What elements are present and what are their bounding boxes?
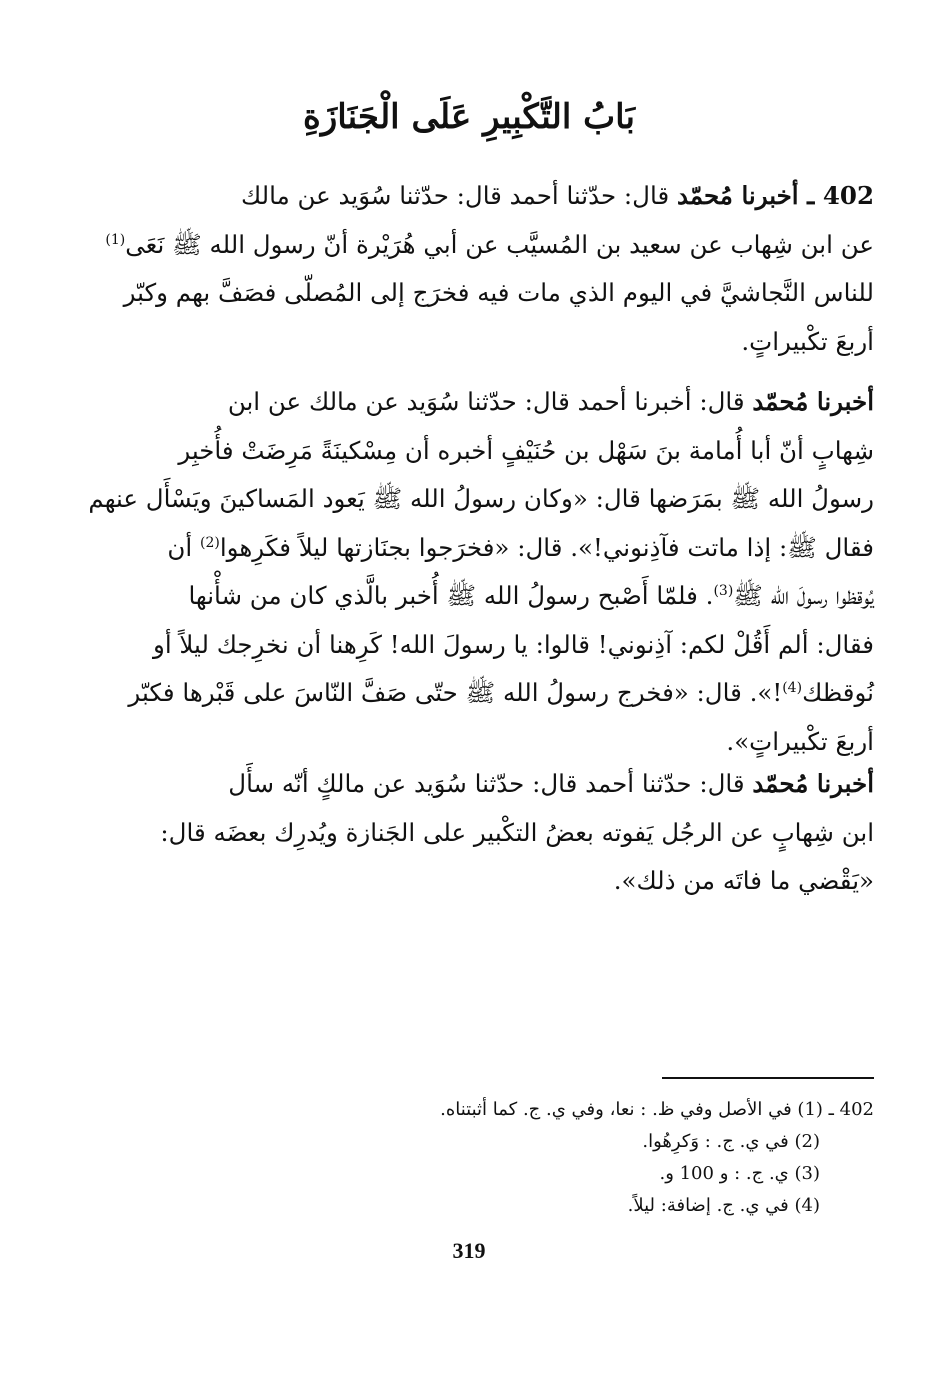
text-line [128,669,874,718]
footnote-3: (3) ي. ج. : و 100 و. [659,1163,820,1184]
text-fragment: عن ابن شِهاب عن سعيد بن المُسيَّب عن أبي هُرَيْرة أنّ رسول الله ﷺ نَعَى [125,229,874,259]
text-line: «يَقْضي ما فاتَه من ذلك». [613,866,874,895]
page-number: 319 [452,1238,486,1263]
chapter-title: بَابُ التَّكْبِيرِ عَلَى الْجَنَازَةِ [303,97,635,137]
paragraph-3 [148,760,874,906]
text-line: فقال: ألم أَقُلْ لكم: آذِنوني! قالوا: يا رسولَ الله! كَرِهنا أن نخرِجك ليلاً أو [153,629,874,659]
paragraph-lead: أخبرنا مُحمّد [752,387,874,416]
text-fragment: فقال ﷺ: إذا ماتت فآذِنوني!». قال: «فخرَجوا بجنَازتها ليلاً فكَرِهوا [219,532,874,562]
text-line: ابن شِهابٍ عن الرجُل يَفوته بعضُ التكْبير على الجَنازة ويُدرِك بعضَه قال: [160,817,874,847]
text-fragment: قال: أخبرنا أحمد قال: حدّثنا سُوَيد عن مالك عن ابن [227,387,753,416]
text-fragment: أن [167,532,201,562]
footnote-divider [662,1077,874,1079]
footnote-marker-4: (4) [782,679,803,696]
footnote-1: 402 ـ (1) في الأصل وفي ظ. : نعا، وفي ي. ج. كما أثبتناه. [440,1099,874,1120]
paragraph-lead: 402 ـ أخبرنا مُحمّد [676,181,874,210]
footnote-4: (4) في ي. ج. إضافة: ليلاً. [627,1195,820,1216]
paragraph-lead: أخبرنا مُحمّد [752,769,874,798]
text-fragment: يُوقظوا رسولَ الله ﷺ [733,581,874,610]
text-fragment: نُوقظك [802,678,874,707]
footnotes [300,1094,874,1222]
paragraph-1 [105,172,874,366]
text-line [148,524,874,573]
text-line [148,378,874,427]
text-line [148,760,874,809]
footnote-marker-2: (2) [200,534,220,551]
text-line [105,221,874,270]
footnote-marker-1: (1) [105,231,126,248]
paragraph-2 [88,378,874,766]
text-line [148,572,874,621]
text-line: للناس النَّجاشيَّ في اليوم الذي مات فيه فخرَج إلى المُصلّى فصَفَّ بهم وكبّر [123,278,874,307]
text-line: أربعَ تكْبيراتٍ». [726,726,874,756]
footnote-2: (2) في ي. ج. : وَكرِهُوا. [642,1131,820,1152]
text-fragment: قال: حدّثنا أحمد قال: حدّثنا سُوَيد عن مالكٍ أنّه سأَل [228,769,753,798]
text-fragment: قال: حدّثنا أحمد قال: حدّثنا سُوَيد عن مالك [241,181,677,210]
text-line: رسولُ الله ﷺ بمَرَضها قال: «وكان رسولُ الله ﷺ يَعود المَساكينَ ويَسْأَل عنهم [88,484,874,513]
text-line: شِهابٍ أنّ أبا أُمامة بنَ سَهْل بن حُنَيْفٍ أخبره أن مِسْكينَةً مَرِضَتْ فأُخبِر [178,435,874,465]
footnote-marker-3: (3) [713,582,734,599]
text-line: أربعَ تكْبيراتٍ. [741,326,874,356]
text-fragment: . فلمّا أَصْبح رسولُ الله ﷺ أُخبر بالَّذي كان من شأْنها [188,581,714,610]
text-fragment: !». قال: «فخرج رسولُ الله ﷺ حتّى صَفَّ النّاسَ على قَبْرها فكبّر [128,678,783,707]
text-line [148,172,874,221]
